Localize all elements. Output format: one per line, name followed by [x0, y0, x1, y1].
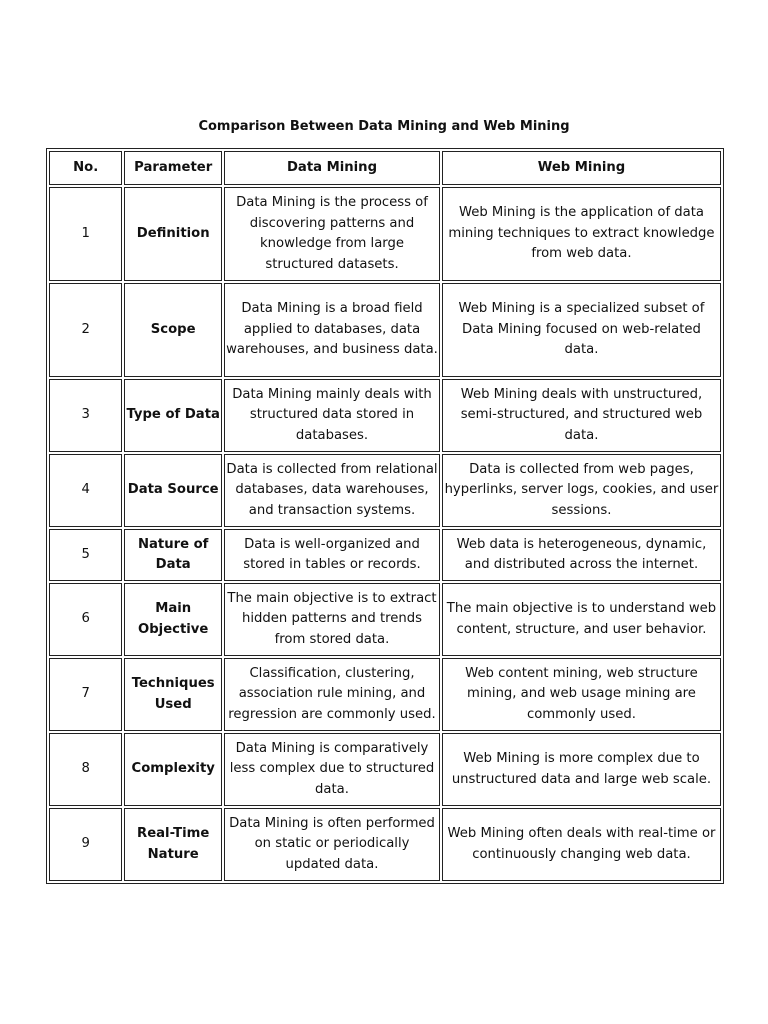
row-data-mining: Data Mining is a broad field applied to databases, data warehouses, and business data. — [224, 283, 440, 377]
row-parameter: Techniques Used — [124, 658, 222, 731]
table-row — [49, 583, 721, 656]
table-row — [49, 454, 721, 527]
comparison-table-container — [46, 148, 724, 884]
row-parameter: Real-Time Nature — [124, 808, 222, 881]
row-number: 9 — [49, 808, 122, 881]
table-row — [49, 379, 721, 452]
row-data-mining: Data Mining is comparatively less complex due to structured data. — [224, 733, 440, 806]
header-parameter: Parameter — [124, 151, 222, 185]
row-number: 5 — [49, 529, 122, 581]
row-web-mining: Web data is heterogeneous, dynamic, and distributed across the internet. — [442, 529, 721, 581]
comparison-table — [46, 148, 724, 884]
row-web-mining: Data is collected from web pages, hyperlinks, server logs, cookies, and user sessions. — [442, 454, 721, 527]
table-header-row — [49, 151, 721, 185]
row-number: 1 — [49, 187, 122, 281]
row-web-mining: Web Mining deals with unstructured, semi-structured, and structured web data. — [442, 379, 721, 452]
row-web-mining: Web Mining often deals with real-time or continuously changing web data. — [442, 808, 721, 881]
row-web-mining: Web Mining is more complex due to unstructured data and large web scale. — [442, 733, 721, 806]
row-parameter: Nature of Data — [124, 529, 222, 581]
row-data-mining: Data Mining is often performed on static or periodically updated data. — [224, 808, 440, 881]
row-web-mining: Web content mining, web structure mining, and web usage mining are commonly used. — [442, 658, 721, 731]
row-data-mining: Data is well-organized and stored in tables or records. — [224, 529, 440, 581]
table-row — [49, 733, 721, 806]
row-parameter: Type of Data — [124, 379, 222, 452]
row-parameter: Data Source — [124, 454, 222, 527]
row-number: 6 — [49, 583, 122, 656]
row-number: 8 — [49, 733, 122, 806]
table-row — [49, 187, 721, 281]
row-web-mining: The main objective is to understand web content, structure, and user behavior. — [442, 583, 721, 656]
row-data-mining: The main objective is to extract hidden patterns and trends from stored data. — [224, 583, 440, 656]
row-number: 2 — [49, 283, 122, 377]
row-number: 7 — [49, 658, 122, 731]
row-data-mining: Data Mining is the process of discovering patterns and knowledge from large structured datasets. — [224, 187, 440, 281]
header-no: No. — [49, 151, 122, 185]
row-number: 4 — [49, 454, 122, 527]
header-data-mining: Data Mining — [224, 151, 440, 185]
row-number: 3 — [49, 379, 122, 452]
row-data-mining: Data Mining mainly deals with structured data stored in databases. — [224, 379, 440, 452]
header-web-mining: Web Mining — [442, 151, 721, 185]
row-data-mining: Data is collected from relational databases, data warehouses, and transaction systems. — [224, 454, 440, 527]
row-data-mining: Classification, clustering, association rule mining, and regression are commonly used. — [224, 658, 440, 731]
row-web-mining: Web Mining is the application of data mining techniques to extract knowledge from web data. — [442, 187, 721, 281]
row-parameter: Complexity — [124, 733, 222, 806]
row-web-mining: Web Mining is a specialized subset of Data Mining focused on web-related data. — [442, 283, 721, 377]
row-parameter: Main Objective — [124, 583, 222, 656]
document-title: Comparison Between Data Mining and Web Mining — [198, 119, 570, 134]
table-row — [49, 808, 721, 881]
row-parameter: Definition — [124, 187, 222, 281]
table-row — [49, 658, 721, 731]
table-row — [49, 283, 721, 377]
table-row — [49, 529, 721, 581]
row-parameter: Scope — [124, 283, 222, 377]
